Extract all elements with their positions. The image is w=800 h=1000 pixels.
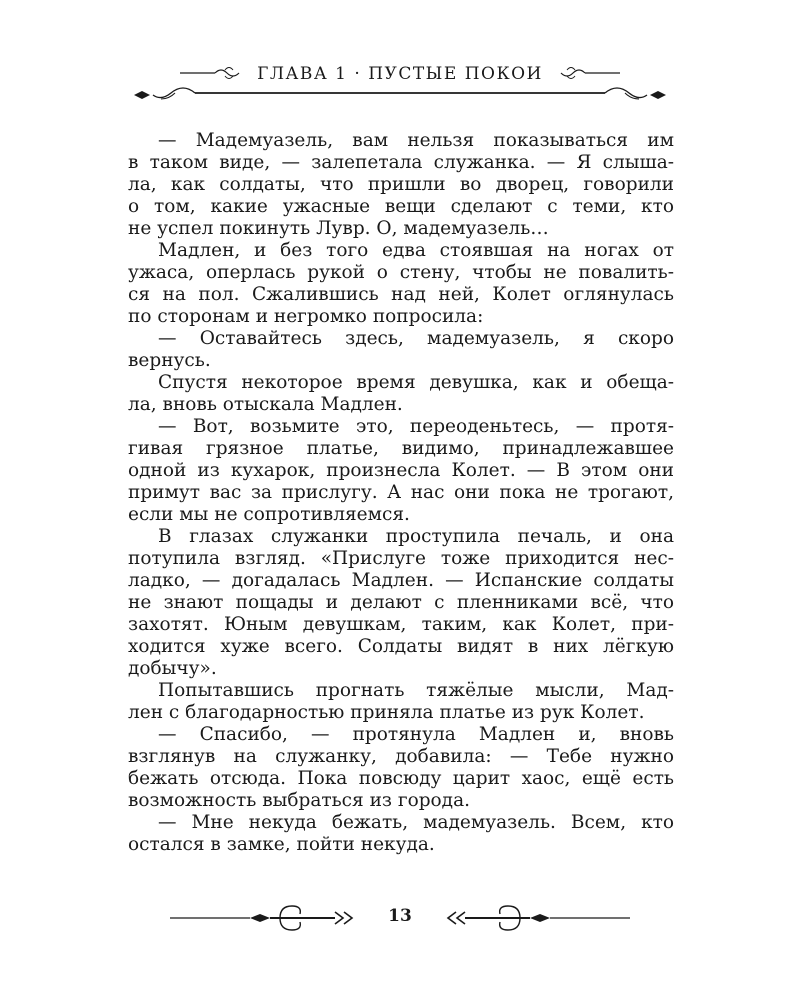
chapter-title: ГЛАВА 1 · ПУСТЫЕ ПОКОИ — [257, 64, 543, 84]
text-line: одной из кухарок, произнесла Колет. — В этом они — [128, 460, 674, 481]
text-line: возможность выбраться из города. — [128, 790, 470, 811]
text-line: — Мадемуазель, вам нельзя показываться им — [158, 130, 674, 151]
text-line: — Оставайтесь здесь, мадемуазель, я скоро — [158, 328, 674, 349]
body-text — [128, 130, 674, 856]
text-line: остался в замке, пойти некуда. — [128, 834, 435, 855]
text-line: Спустя некоторое время девушка, как и обеща- — [158, 372, 674, 393]
running-header — [90, 58, 710, 108]
text-line: — Мне некуда бежать, мадемуазель. Всем, кто — [158, 812, 674, 833]
text-line: Попытавшись прогнать тяжёлые мысли, Мад- — [158, 680, 674, 701]
text-line: ла, как солдаты, что пришли во дворец, говорили — [128, 174, 674, 195]
text-line: В глазах служанки проступила печаль, и она — [158, 526, 674, 547]
text-line: в таком виде, — залепетала служанка. — Я слыша- — [128, 152, 674, 173]
text-line: потупила взгляд. «Прислуге тоже приходится нес- — [128, 548, 674, 569]
page-number: 13 — [388, 906, 412, 926]
text-line: не знают пощады и делают с пленниками всё, что — [128, 592, 674, 613]
text-line: гивая грязное платье, видимо, принадлежавшее — [128, 438, 674, 459]
text-line: Мадлен, и без того едва стоявшая на ногах от — [158, 240, 674, 261]
page-footer — [170, 898, 630, 938]
text-line: ся на пол. Сжалившись над ней, Колет оглянулась — [128, 284, 674, 305]
text-line: захотят. Юным девушкам, таким, как Колет, при- — [128, 614, 674, 635]
text-line: не успел покинуть Лувр. О, мадемуазель… — [128, 218, 549, 239]
text-line: — Вот, возьмите это, переоденьтесь, — протя- — [158, 416, 674, 437]
text-line: добычу». — [128, 658, 217, 679]
text-line: ла, вновь отыскала Мадлен. — [128, 394, 403, 415]
text-line: взглянув на служанку, добавила: — Тебе нужно — [128, 746, 674, 767]
text-line: о том, какие ужасные вещи сделают с теми, кто — [128, 196, 674, 217]
text-line: вернусь. — [128, 350, 211, 371]
text-line: ходится хуже всего. Солдаты видят в них лёгкую — [128, 636, 674, 657]
text-line: ладко, — догадалась Мадлен. — Испанские солдаты — [128, 570, 674, 591]
text-line: примут вас за прислугу. А нас они пока не трогают, — [128, 482, 674, 503]
text-line: лен с благодарностью приняла платье из рук Колет. — [128, 702, 645, 723]
text-line: — Спасибо, — протянула Мадлен и, вновь — [158, 724, 674, 745]
text-line: по сторонам и негромко попросила: — [128, 306, 484, 327]
text-line: бежать отсюда. Пока повсюду царит хаос, ещё есть — [128, 768, 674, 789]
text-line: если мы не сопротивляемся. — [128, 504, 410, 525]
text-line: ужаса, оперлась рукой о стену, чтобы не повалить- — [128, 262, 674, 283]
